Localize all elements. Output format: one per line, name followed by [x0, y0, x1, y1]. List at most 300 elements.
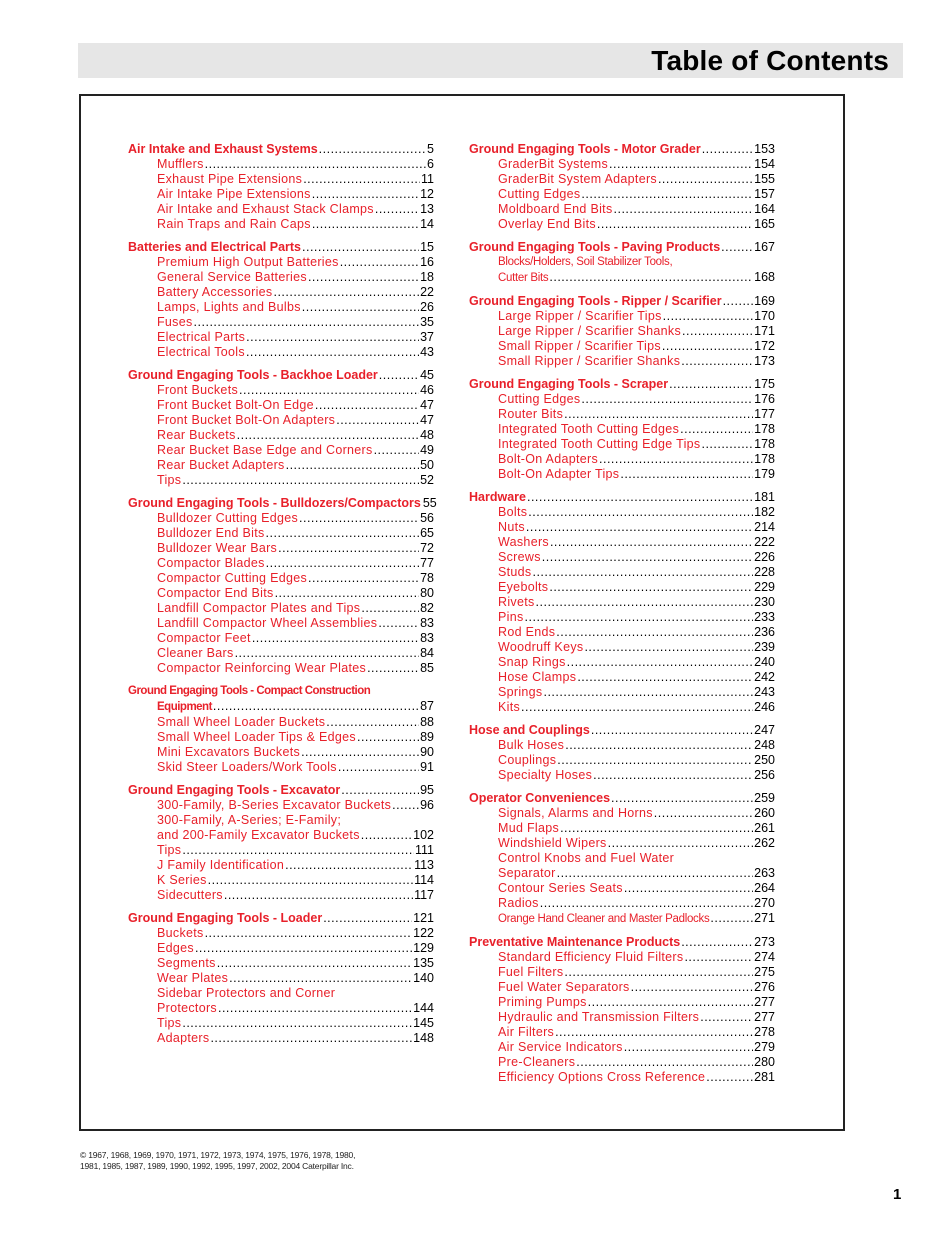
dot-leader [555, 1025, 753, 1040]
toc-page-number: 243 [754, 685, 775, 699]
toc-section [128, 496, 437, 676]
dot-leader [217, 956, 412, 971]
toc-entry[interactable] [128, 1016, 434, 1031]
toc-entry-label: Hydraulic and Transmission Filters [498, 1010, 700, 1024]
toc-entry[interactable] [469, 950, 775, 965]
toc-section-heading[interactable] [128, 911, 434, 926]
dot-leader [218, 1001, 412, 1016]
toc-page-number: 129 [413, 941, 434, 955]
toc-page-number: 83 [420, 616, 434, 630]
dot-leader [525, 610, 754, 625]
dot-leader [684, 950, 753, 965]
toc-page-number: 87 [420, 699, 434, 713]
toc-page-number: 164 [754, 202, 775, 216]
toc-entry-label: Standard Efficiency Fluid Filters [498, 950, 684, 964]
toc-page-number: 85 [420, 661, 434, 675]
toc-entry[interactable] [128, 398, 434, 413]
toc-entry[interactable] [469, 422, 775, 437]
toc-entry[interactable] [469, 467, 775, 482]
toc-section-heading[interactable] [469, 490, 775, 505]
toc-entry[interactable] [469, 753, 775, 768]
toc-section-heading[interactable] [469, 935, 775, 950]
toc-entry-label: Compactor Blades [157, 556, 265, 570]
dot-leader [662, 339, 753, 354]
toc-entry[interactable] [128, 926, 434, 941]
toc-page-number: 15 [420, 240, 434, 254]
dot-leader [286, 458, 419, 473]
toc-page-number: 170 [754, 309, 775, 323]
toc-entry-label: Integrated Tooth Cutting Edges [498, 422, 680, 436]
toc-entry[interactable] [469, 407, 775, 422]
toc-entry[interactable] [469, 565, 775, 580]
toc-entry[interactable] [128, 526, 434, 541]
toc-entry[interactable] [469, 392, 775, 407]
toc-page-number: 279 [754, 1040, 775, 1054]
toc-page-number: 153 [754, 142, 775, 156]
dot-leader [564, 407, 753, 422]
toc-section-heading[interactable] [469, 791, 775, 806]
toc-page-number: 259 [754, 791, 775, 805]
toc-entry-label: Battery Accessories [157, 285, 273, 299]
toc-page-number: 16 [420, 255, 434, 269]
toc-entry-label: Electrical Tools [157, 345, 245, 359]
toc-entry-label: Rivets [498, 595, 535, 609]
toc-section [469, 240, 775, 286]
toc-entry[interactable] [128, 971, 434, 986]
toc-entry[interactable] [469, 965, 775, 980]
dot-leader [532, 565, 753, 580]
toc-entry[interactable] [469, 881, 775, 896]
toc-entry[interactable] [469, 610, 775, 625]
toc-entry[interactable] [469, 550, 775, 565]
toc-entry[interactable] [469, 821, 775, 836]
toc-entry-label: J Family Identification [157, 858, 285, 872]
toc-entry[interactable] [469, 625, 775, 640]
toc-entry[interactable] [469, 1055, 775, 1070]
toc-entry[interactable] [469, 505, 775, 520]
toc-page-number: 11 [421, 172, 434, 186]
dot-leader [581, 187, 753, 202]
toc-section [469, 142, 775, 232]
toc-page-number: 80 [420, 586, 434, 600]
toc-section-heading-line: Ground Engaging Tools - Compact Construction [128, 685, 371, 697]
dot-leader [540, 896, 753, 911]
dot-leader [182, 473, 419, 488]
toc-entry[interactable] [128, 383, 434, 398]
dot-leader [224, 888, 413, 903]
toc-page-number: 82 [420, 601, 434, 615]
toc-entry[interactable] [469, 535, 775, 550]
dot-leader [620, 467, 753, 482]
toc-entry[interactable] [128, 217, 434, 232]
toc-entry[interactable] [128, 843, 434, 858]
toc-entry[interactable] [128, 428, 434, 443]
toc-page-number: 248 [754, 738, 775, 752]
toc-entry[interactable] [128, 601, 434, 616]
toc-entry-label: Ground Engaging Tools - Motor Grader [469, 142, 701, 156]
toc-entry-label: Front Buckets [157, 383, 239, 397]
toc-page-number: 177 [754, 407, 775, 421]
dot-leader [681, 354, 753, 369]
toc-entry-label: Efficiency Options Cross Reference [498, 1070, 706, 1084]
toc-entry[interactable] [469, 866, 775, 881]
toc-entry[interactable] [128, 631, 434, 646]
dot-leader [326, 715, 419, 730]
toc-entry-label: Exhaust Pipe Extensions [157, 172, 303, 186]
toc-entry-label: Air Intake and Exhaust Systems [128, 142, 318, 156]
toc-entry[interactable] [128, 571, 434, 586]
toc-entry-label: Skid Steer Loaders/Work Tools [157, 760, 337, 774]
toc-page-number: 157 [754, 187, 775, 201]
toc-entry[interactable] [128, 888, 434, 903]
toc-page-number: 277 [754, 995, 775, 1009]
toc-page-number: 52 [420, 473, 434, 487]
toc-entry[interactable] [128, 413, 434, 428]
toc-page-number: 178 [754, 437, 775, 451]
toc-section [128, 684, 434, 775]
toc-entry[interactable] [469, 1010, 775, 1025]
toc-entry-label: Adapters [157, 1031, 210, 1045]
toc-entry[interactable] [128, 443, 434, 458]
dot-leader [340, 255, 419, 270]
dot-leader [312, 187, 419, 202]
toc-entry-label: Eyebolts [498, 580, 549, 594]
toc-entry-label: Bolt-On Adapters [498, 452, 598, 466]
toc-section-heading[interactable] [128, 240, 434, 255]
toc-entry[interactable] [128, 300, 434, 315]
toc-page-number: 262 [754, 836, 775, 850]
toc-entry[interactable] [128, 1001, 434, 1016]
toc-entry[interactable] [469, 1025, 775, 1040]
toc-entry-line: Sidebar Protectors and Corner [157, 986, 336, 1000]
dot-leader [599, 452, 753, 467]
toc-entry-label: Kits [498, 700, 521, 714]
toc-page-number: 88 [420, 715, 434, 729]
toc-page-number: 155 [754, 172, 775, 186]
toc-entry[interactable] [469, 738, 775, 753]
toc-entry[interactable] [128, 330, 434, 345]
toc-entry[interactable] [469, 911, 775, 927]
toc-left-column [128, 142, 437, 1054]
toc-entry[interactable] [128, 157, 434, 172]
toc-entry-label: K Series [157, 873, 207, 887]
toc-entry-label: Landfill Compactor Wheel Assemblies [157, 616, 378, 630]
toc-entry[interactable] [469, 595, 775, 610]
toc-entry-label: Ground Engaging Tools - Backhoe Loader [128, 368, 378, 382]
toc-entry-label: Mini Excavators Buckets [157, 745, 301, 759]
dot-leader [301, 745, 419, 760]
toc-page-number: 274 [754, 950, 775, 964]
dot-leader [588, 995, 753, 1010]
toc-entry-label: Rain Traps and Rain Caps [157, 217, 311, 231]
toc-page-number: 271 [754, 911, 775, 925]
toc-entry[interactable] [128, 858, 434, 873]
toc-entry-label: Small Wheel Loader Tips & Edges [157, 730, 356, 744]
dot-leader [278, 541, 419, 556]
dot-leader [323, 911, 412, 926]
toc-page-number: 175 [754, 377, 775, 391]
dot-leader [549, 270, 753, 285]
toc-page-number: 239 [754, 640, 775, 654]
dot-leader [338, 760, 419, 775]
toc-entry[interactable] [128, 646, 434, 661]
toc-entry-label: Cleaner Bars [157, 646, 234, 660]
toc-entry[interactable] [128, 270, 434, 285]
toc-page-number: 275 [754, 965, 775, 979]
toc-entry-label: Ground Engaging Tools - Bulldozers/Compactors [128, 496, 421, 510]
toc-entry-label: Compactor End Bits [157, 586, 274, 600]
toc-page-number: 37 [420, 330, 434, 344]
toc-entry-label: Bulldozer End Bits [157, 526, 265, 540]
toc-entry-label: Rear Bucket Base Edge and Corners [157, 443, 373, 457]
toc-page-number: 148 [413, 1031, 434, 1045]
toc-entry-label: Bulk Hoses [498, 738, 565, 752]
dot-leader [564, 965, 753, 980]
toc-entry[interactable] [469, 520, 775, 535]
toc-section-heading[interactable] [128, 368, 434, 383]
toc-section-heading[interactable] [469, 377, 775, 392]
dot-leader [542, 550, 753, 565]
toc-section [128, 142, 434, 232]
toc-page-number: 90 [420, 745, 434, 759]
toc-page-number: 236 [754, 625, 775, 639]
toc-entry[interactable] [469, 768, 775, 783]
toc-page-number: 6 [427, 157, 434, 171]
dot-leader [379, 368, 419, 383]
toc-entry[interactable] [469, 896, 775, 911]
toc-entry-label: Cutting Edges [498, 187, 581, 201]
dot-leader [336, 413, 419, 428]
dot-leader [205, 157, 426, 172]
toc-entry[interactable] [128, 187, 434, 202]
toc-entry-label: Lamps, Lights and Bulbs [157, 300, 301, 314]
toc-section-heading[interactable] [128, 783, 434, 798]
dot-leader [721, 240, 753, 255]
toc-entry[interactable] [128, 941, 434, 956]
dot-leader [527, 490, 753, 505]
toc-entry[interactable] [469, 452, 775, 467]
toc-page-number: 55 [422, 496, 437, 510]
toc-entry-label: Hardware [469, 490, 526, 504]
dot-leader [576, 1055, 753, 1070]
toc-page-number: 182 [754, 505, 775, 519]
toc-entry[interactable] [469, 580, 775, 595]
toc-page-number: 172 [754, 339, 775, 353]
toc-page-number: 228 [754, 565, 775, 579]
toc-entry-label: Washers [498, 535, 549, 549]
toc-entry-line: 300-Family, A-Series; E-Family; [157, 813, 342, 827]
toc-entry[interactable] [128, 458, 434, 473]
toc-section [469, 935, 775, 1085]
toc-entry[interactable] [469, 670, 775, 685]
toc-entry-label: Batteries and Electrical Parts [128, 240, 301, 254]
dot-leader [702, 142, 753, 157]
toc-page-number: 43 [420, 345, 434, 359]
toc-entry[interactable] [469, 640, 775, 655]
toc-entry[interactable] [128, 661, 434, 676]
toc-entry[interactable] [128, 345, 434, 360]
toc-page-number: 5 [427, 142, 434, 156]
toc-entry[interactable] [469, 437, 775, 452]
toc-entry-label: Couplings [498, 753, 557, 767]
toc-entry[interactable] [469, 202, 775, 217]
dot-leader [367, 661, 419, 676]
dot-leader [609, 157, 753, 172]
toc-entry[interactable] [469, 995, 775, 1010]
toc-entry-label: Preventative Maintenance Products [469, 935, 681, 949]
toc-entry[interactable] [128, 172, 434, 187]
toc-entry[interactable] [128, 616, 434, 631]
toc-page-number: 72 [420, 541, 434, 555]
toc-entry[interactable] [128, 473, 434, 488]
toc-entry-label: Mud Flaps [498, 821, 560, 835]
dot-leader [706, 1070, 753, 1085]
dot-leader [597, 217, 753, 232]
toc-page-number: 178 [754, 452, 775, 466]
dot-leader [611, 791, 753, 806]
toc-entry[interactable] [128, 745, 434, 760]
toc-page-number: 276 [754, 980, 775, 994]
toc-entry[interactable] [128, 1031, 434, 1046]
toc-entry[interactable] [128, 541, 434, 556]
toc-entry[interactable] [469, 217, 775, 232]
toc-entry-label: Ground Engaging Tools - Scraper [469, 377, 669, 391]
toc-entry[interactable] [469, 187, 775, 202]
toc-entry-label: Rear Bucket Adapters [157, 458, 285, 472]
toc-entry[interactable] [128, 956, 434, 971]
toc-page-number: 145 [413, 1016, 434, 1030]
dot-leader [285, 858, 413, 873]
toc-entry-label: and 200-Family Excavator Buckets [157, 828, 360, 842]
toc-entry[interactable] [469, 685, 775, 700]
toc-entry[interactable] [469, 339, 775, 354]
toc-section-heading[interactable] [469, 723, 775, 738]
toc-entry[interactable] [469, 700, 775, 715]
toc-page-number: 168 [754, 270, 775, 284]
dot-leader [319, 142, 426, 157]
toc-entry[interactable] [128, 798, 434, 813]
dot-leader [315, 398, 419, 413]
toc-entry[interactable] [128, 556, 434, 571]
toc-section-heading[interactable] [128, 699, 434, 715]
toc-entry-label: Small Ripper / Scarifier Shanks [498, 354, 681, 368]
dot-leader [526, 520, 753, 535]
toc-entry[interactable] [128, 730, 434, 745]
toc-entry[interactable] [469, 806, 775, 821]
toc-entry[interactable] [469, 836, 775, 851]
toc-entry-label: Buckets [157, 926, 204, 940]
toc-page-number: 176 [754, 392, 775, 406]
toc-entry[interactable] [128, 715, 434, 730]
dot-leader [246, 330, 419, 345]
toc-section [469, 791, 775, 927]
dot-leader [557, 753, 753, 768]
toc-entry[interactable] [128, 586, 434, 601]
toc-entry[interactable] [469, 655, 775, 670]
toc-entry-label: Compactor Feet [157, 631, 251, 645]
toc-entry[interactable] [128, 511, 434, 526]
toc-entry-line: Blocks/Holders, Soil Stabilizer Tools, [498, 256, 673, 268]
toc-entry[interactable] [469, 980, 775, 995]
toc-entry-label: Front Bucket Bolt-On Adapters [157, 413, 336, 427]
toc-entry-label: Bulldozer Cutting Edges [157, 511, 299, 525]
toc-entry-label: Separator [498, 866, 556, 880]
toc-entry[interactable] [469, 354, 775, 369]
toc-page-number: 45 [420, 368, 434, 382]
toc-entry[interactable] [128, 873, 434, 888]
copyright [80, 1150, 355, 1172]
toc-page-number: 12 [420, 187, 434, 201]
toc-page-number: 247 [754, 723, 775, 737]
toc-page-number: 96 [420, 798, 434, 812]
toc-page-number: 261 [754, 821, 775, 835]
toc-section [469, 490, 775, 715]
toc-entry[interactable] [469, 1040, 775, 1055]
toc-page-number: 83 [420, 631, 434, 645]
toc-page-number: 114 [414, 873, 434, 887]
dot-leader [614, 202, 754, 217]
toc-entry-label: Protectors [157, 1001, 217, 1015]
toc-page-number: 178 [754, 422, 775, 436]
toc-page-number: 263 [754, 866, 775, 880]
toc-entry[interactable] [469, 172, 775, 187]
toc-section-heading[interactable] [128, 496, 437, 511]
toc-entry[interactable] [469, 157, 775, 172]
dot-leader [205, 926, 413, 941]
toc-section-heading[interactable] [128, 142, 434, 157]
toc-section-heading[interactable] [469, 142, 775, 157]
toc-page-number: 165 [754, 217, 775, 231]
toc-entry[interactable] [469, 324, 775, 339]
toc-entry-label: Pins [498, 610, 524, 624]
toc-page-number: 154 [754, 157, 775, 171]
toc-entry[interactable] [128, 255, 434, 270]
toc-entry-line: Control Knobs and Fuel Water [498, 851, 675, 865]
dot-leader [266, 526, 420, 541]
toc-entry[interactable] [128, 315, 434, 330]
toc-entry[interactable] [469, 1070, 775, 1085]
toc-page-number: 173 [754, 354, 775, 368]
dot-leader [213, 699, 419, 714]
toc-entry[interactable] [128, 285, 434, 300]
toc-right-column [469, 142, 775, 1093]
toc-entry-label: Specialty Hoses [498, 768, 593, 782]
toc-entry[interactable] [469, 309, 775, 324]
toc-entry-label: Orange Hand Cleaner and Master Padlocks [498, 913, 710, 925]
toc-page-number: 256 [754, 768, 775, 782]
toc-page-number: 47 [420, 398, 434, 412]
toc-page-number: 246 [754, 700, 775, 714]
toc-entry[interactable] [128, 760, 434, 775]
toc-entry[interactable] [128, 828, 434, 843]
toc-entry[interactable] [469, 270, 775, 286]
dot-leader [658, 172, 753, 187]
toc-entry[interactable] [128, 202, 434, 217]
toc-entry-label: Equipment [157, 701, 212, 713]
toc-page-number: 167 [754, 240, 775, 254]
toc-entry-label: Overlay End Bits [498, 217, 596, 231]
toc-section-heading[interactable] [469, 294, 775, 309]
dot-leader [235, 646, 420, 661]
toc-page-number: 278 [754, 1025, 775, 1039]
toc-entry-label: Cutter Bits [498, 272, 549, 284]
dot-leader [302, 300, 419, 315]
toc-section-heading[interactable] [469, 240, 775, 255]
title-bar [78, 43, 903, 78]
dot-leader [560, 821, 753, 836]
dot-leader [608, 836, 754, 851]
toc-entry-label: Front Bucket Bolt-On Edge [157, 398, 314, 412]
